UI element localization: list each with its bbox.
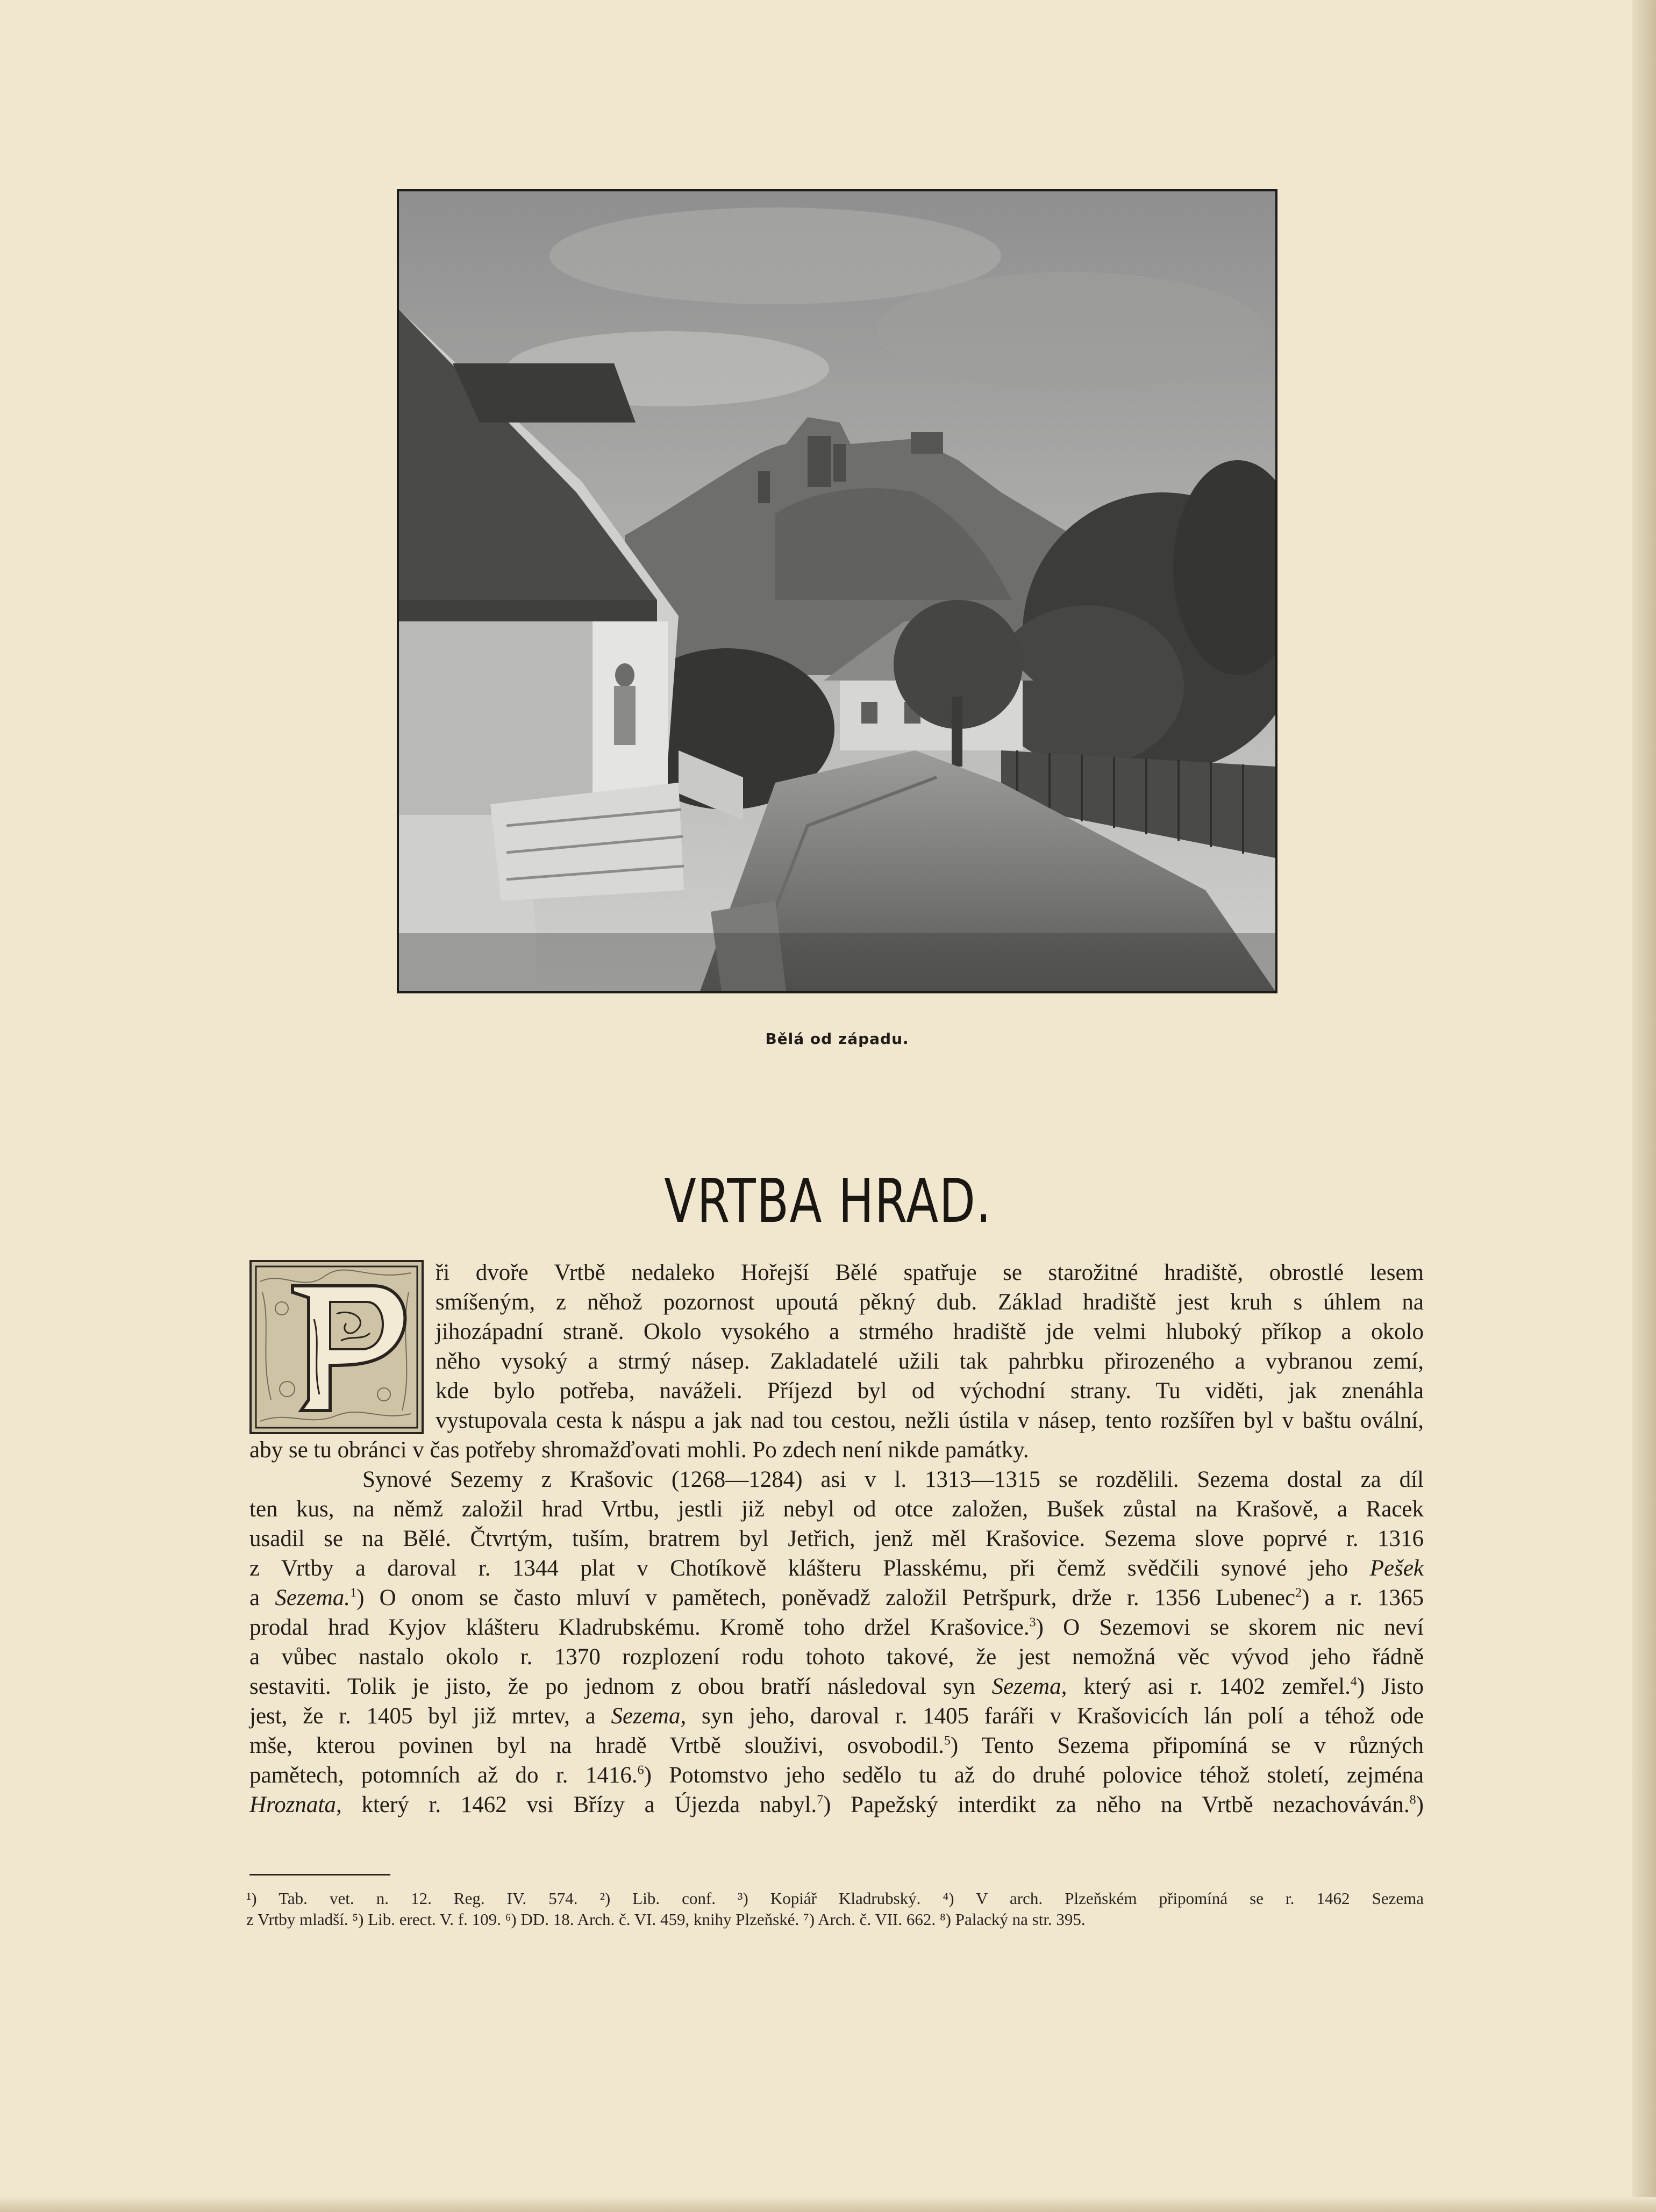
body-line: aby se tu obránci v čas potřeby shromažďovati mohli. Po zdech není nikde památky. (249, 1437, 1029, 1463)
body-line: ten kus, na němž založil hrad Vrtbu, jestli již nebyl od otce založen, Bušek zůstal na Krašově, a Racek (249, 1497, 1424, 1522)
body-line: a vůbec nastalo okolo r. 1370 rozplození rodu tohoto takové, že jest nemožná věc vývod jeho řádně (249, 1644, 1424, 1670)
footnote-ref: 8 (1409, 1793, 1416, 1807)
illustration-plate (397, 189, 1277, 993)
body-line: vystupovala cesta k náspu a jak nad tou cestou, nežli ústila v násep, tento rozšířen byl v baštu ovální, (436, 1408, 1424, 1433)
body-line: z Vrtby a daroval r. 1344 plat v Chotíkově klášteru Plasskému, při čemž svědčili synové jeho Pešek (249, 1556, 1424, 1581)
body-line: jest, že r. 1405 byl již mrtev, a Sezema, syn jeho, daroval r. 1405 faráři v Krašovicích lán polí a téhož ode (249, 1703, 1424, 1729)
footnote-ref: 2 (1295, 1586, 1302, 1600)
article-title: VRTBA HRAD. (664, 1166, 992, 1236)
footnote-ref: 4 (1350, 1674, 1357, 1689)
footnote-ref: 5 (944, 1734, 951, 1748)
footnote-ref: 1 (350, 1586, 357, 1600)
body-line: jihozápadní straně. Okolo vysokého a strmého hradiště jde velmi hluboký příkop a okolo (436, 1319, 1424, 1344)
footnotes (246, 1888, 1424, 1930)
article-body (249, 1258, 1424, 1820)
body-line: usadil se na Bělé. Čtvrtým, tuším, bratrem byl Jetřich, jenž měl Krašovice. Sezema slove poprvé r. 1316 (249, 1526, 1424, 1551)
footnote-ref: 7 (817, 1793, 824, 1807)
body-line: pamětech, potomních až do r. 1416.$^6$) Potomstvo jeho sedělo tu až do druhé polovice téhož století, zejména (249, 1763, 1424, 1788)
body-line: a Sezema.$^1$) O onom se často mluví v pamětech, poněvadž založil Petršpurk, drže r. 1356 Lubenec$^2$) a r. 1365 (249, 1585, 1424, 1610)
person-name: Sezema, (991, 1674, 1067, 1699)
person-name: Hroznata, (249, 1792, 342, 1817)
footnote-line: z Vrtby mladší. ⁵) Lib. erect. V. f. 109. ⁶) DD. 18. Arch. č. VI. 459, knihy Plzeňské. ⁷) Arch. č. VII. 662. ⁸) Palacký na str. 395. (246, 1910, 1086, 1929)
footnote-line: ¹) Tab. vet. n. 12. Reg. IV. 574. ²) Lib. conf. ³) Kopiář Kladrubský. ⁴) V arch. Plzeňském připomíná se r. 1462 Sezema (246, 1889, 1424, 1908)
body-line: ři dvoře Vrtbě nedaleko Hořejší Bělé spatřuje se starožitné hradiště, obrostlé lesem (436, 1260, 1424, 1285)
page-edge (1632, 0, 1656, 2212)
footnote-divider (249, 1874, 390, 1875)
body-line: mše, kterou povinen byl na hradě Vrtbě slouživi, osvobodil.$^5$) Tento Sezema připomíná se v různých (249, 1733, 1424, 1758)
page-edge-bottom (0, 2197, 1656, 2212)
village-castle-illustration (399, 191, 1275, 991)
body-line: Synové Sezemy z Krašovic (1268—1284) asi v l. 1313—1315 se rozdělili. Sezema dostal za díl (362, 1467, 1424, 1492)
person-name: Sezema, (611, 1703, 687, 1729)
footnote-ref: 6 (637, 1763, 644, 1778)
footnote-ref: 3 (1029, 1615, 1036, 1630)
person-name: Pešek (1369, 1556, 1424, 1581)
body-line: smíšeným, z něhož pozornost upoutá pěkný dub. Základ hradiště jest kruh s úhlem na (436, 1290, 1424, 1315)
body-line: sestaviti. Tolik je jisto, že po jednom z obou bratří následoval syn Sezema, který asi r. 1402 zemřel.$^4$) Jisto (249, 1674, 1424, 1699)
ornamental-initial-p (249, 1260, 424, 1434)
illustration-caption: Bělá od západu. (765, 1030, 909, 1048)
body-line: kde bylo potřeba, naváželi. Příjezd byl od východní strany. Tu viděti, jak znenáhla (436, 1378, 1424, 1404)
person-name: Sezema. (275, 1585, 351, 1610)
body-line: Hroznata, který r. 1462 vsi Břízy a Újezda nabyl.$^7$) Papežský interdikt za něho na Vrtbě nezachováván.$^8$) (249, 1792, 1424, 1817)
body-line: něho vysoký a strmý násep. Zakladatelé užili tak pahrbku přirozeného a vybranou zemí, (436, 1349, 1424, 1374)
body-line: prodal hrad Kyjov klášteru Kladrubskému. Kromě toho držel Krašovice.$^3$) O Sezemovi se skorem nic neví (249, 1615, 1424, 1640)
